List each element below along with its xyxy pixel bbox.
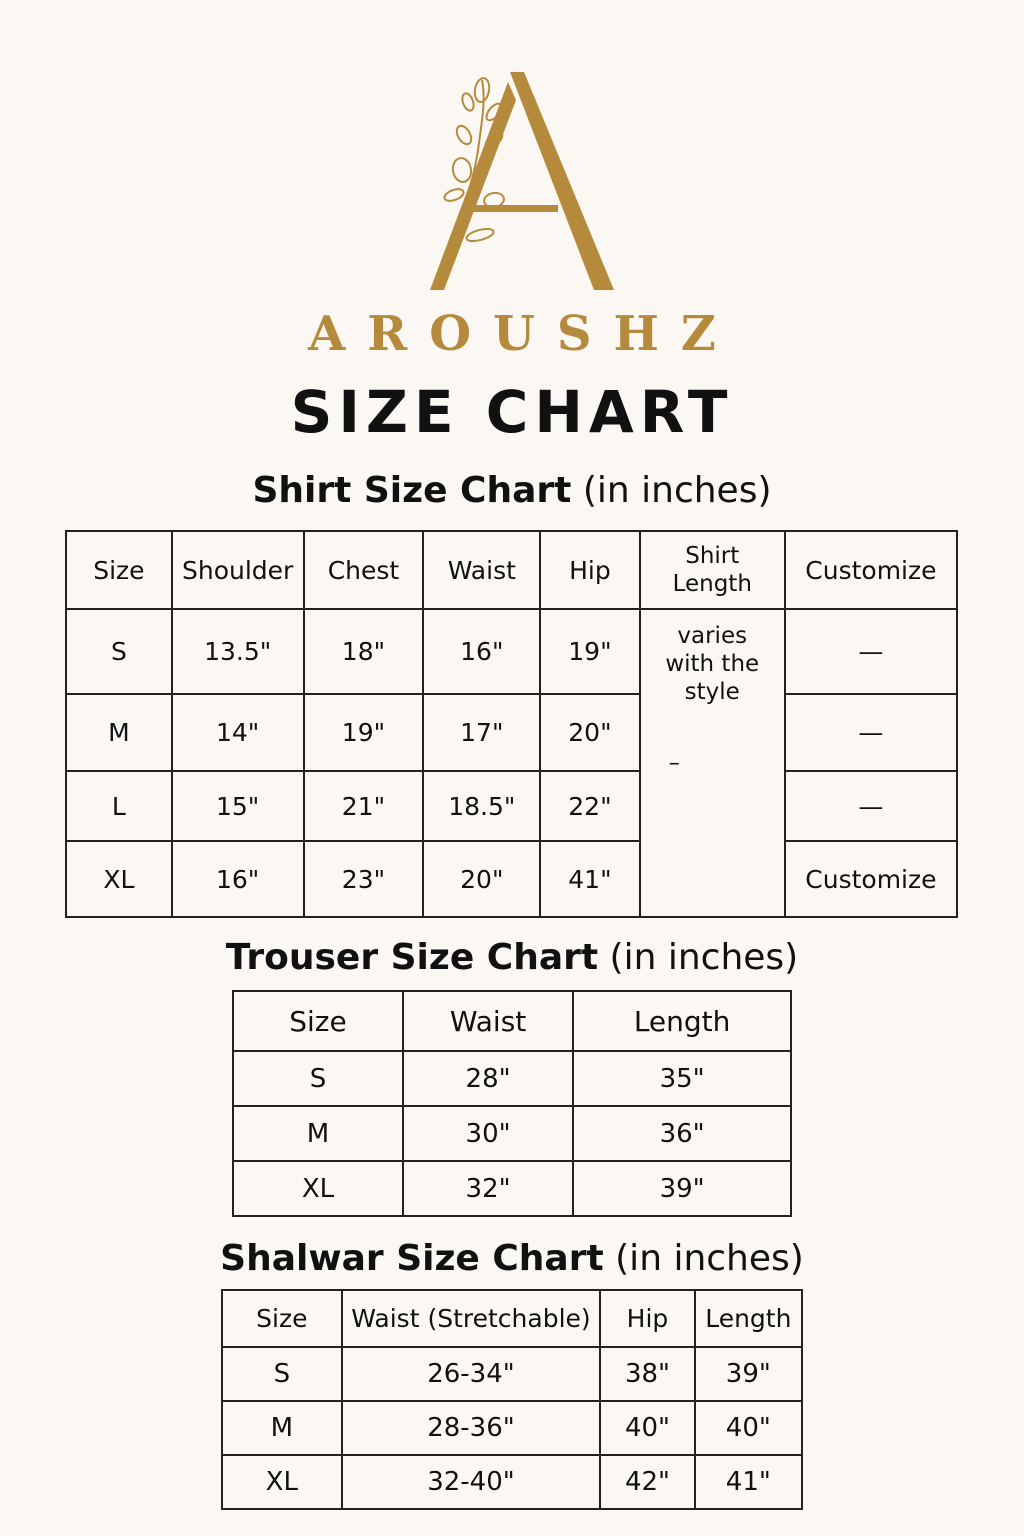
size-cell: XL <box>66 841 172 917</box>
brand-name: AROUSHZ <box>308 306 738 362</box>
table-row <box>66 841 957 917</box>
table-row <box>222 1401 802 1455</box>
waist-cell: 32-40" <box>342 1455 601 1509</box>
hip-cell: 42" <box>600 1455 694 1509</box>
hip-cell: 20" <box>540 694 639 771</box>
chest-cell: 19" <box>304 694 424 771</box>
trouser-size-table <box>232 990 792 1217</box>
shirt-section-title <box>0 470 1024 511</box>
waist-cell: 30" <box>403 1106 573 1161</box>
length-cell: 39" <box>695 1347 802 1401</box>
column-header: Waist <box>403 991 573 1051</box>
waist-cell: 28" <box>403 1051 573 1106</box>
table-row <box>233 1161 791 1216</box>
leaf-monogram-icon <box>382 60 642 300</box>
table-row <box>222 1455 802 1509</box>
column-header: Chest <box>304 531 424 609</box>
hip-cell: 19" <box>540 609 639 694</box>
column-header: Waist <box>423 531 540 609</box>
column-header: Size <box>233 991 403 1051</box>
table-header-row <box>233 991 791 1051</box>
chest-cell: 21" <box>304 771 424 841</box>
column-header: Shoulder <box>172 531 304 609</box>
waist-cell: 32" <box>403 1161 573 1216</box>
size-cell: XL <box>222 1455 342 1509</box>
hip-cell: 22" <box>540 771 639 841</box>
customize-cell: — <box>785 771 957 841</box>
table-row <box>66 694 957 771</box>
trouser-title: Trouser Size Chart <box>225 937 599 978</box>
chest-cell: 23" <box>304 841 424 917</box>
shoulder-cell: 16" <box>172 841 304 917</box>
table-row <box>222 1347 802 1401</box>
shoulder-cell: 14" <box>172 694 304 771</box>
shirt-size-table <box>65 530 958 918</box>
hip-cell: 41" <box>540 841 639 917</box>
shalwar-title: Shalwar Size Chart <box>220 1238 604 1279</box>
size-cell: M <box>222 1401 342 1455</box>
shirt-length-note: varies with the style <box>665 623 760 705</box>
shalwar-section-title <box>0 1238 1024 1279</box>
customize-cell: — <box>785 609 957 694</box>
column-header: Size <box>66 531 172 609</box>
column-header: Customize <box>785 531 957 609</box>
column-header: Waist (Stretchable) <box>342 1290 601 1347</box>
shirt-length-dash: – <box>668 751 680 776</box>
hip-cell: 38" <box>600 1347 694 1401</box>
column-header: Length <box>695 1290 802 1347</box>
hip-cell: 40" <box>600 1401 694 1455</box>
shalwar-title-unit: (in inches) <box>615 1238 804 1279</box>
column-header: Length <box>573 991 791 1051</box>
waist-cell: 17" <box>423 694 540 771</box>
column-header: Size <box>222 1290 342 1347</box>
length-cell: 35" <box>573 1051 791 1106</box>
shirt-length-cell <box>640 609 785 917</box>
trouser-section-title <box>0 937 1024 978</box>
waist-cell: 16" <box>423 609 540 694</box>
size-cell: S <box>233 1051 403 1106</box>
customize-cell: Customize <box>785 841 957 917</box>
table-row <box>66 609 957 694</box>
size-cell: M <box>66 694 172 771</box>
waist-cell: 28-36" <box>342 1401 601 1455</box>
size-cell: M <box>233 1106 403 1161</box>
shalwar-size-table <box>221 1289 803 1510</box>
trouser-title-unit: (in inches) <box>609 937 799 978</box>
table-header-row <box>222 1290 802 1347</box>
column-header: Shirt Length <box>640 531 785 609</box>
size-cell: S <box>66 609 172 694</box>
length-cell: 41" <box>695 1455 802 1509</box>
table-row <box>66 771 957 841</box>
shoulder-cell: 13.5" <box>172 609 304 694</box>
table-row <box>233 1106 791 1161</box>
size-cell: XL <box>233 1161 403 1216</box>
column-header: Hip <box>600 1290 694 1347</box>
length-cell: 39" <box>573 1161 791 1216</box>
table-row <box>233 1051 791 1106</box>
size-cell: L <box>66 771 172 841</box>
length-cell: 40" <box>695 1401 802 1455</box>
length-cell: 36" <box>573 1106 791 1161</box>
size-cell: S <box>222 1347 342 1401</box>
waist-cell: 18.5" <box>423 771 540 841</box>
shoulder-cell: 15" <box>172 771 304 841</box>
chest-cell: 18" <box>304 609 424 694</box>
brand-logo <box>0 60 1024 300</box>
shirt-title: Shirt Size Chart <box>252 470 572 511</box>
table-header-row <box>66 531 957 609</box>
column-header: Hip <box>540 531 639 609</box>
waist-cell: 20" <box>423 841 540 917</box>
page-title: SIZE CHART <box>290 378 734 446</box>
waist-cell: 26-34" <box>342 1347 601 1401</box>
shirt-title-unit: (in inches) <box>582 470 772 511</box>
customize-cell: — <box>785 694 957 771</box>
